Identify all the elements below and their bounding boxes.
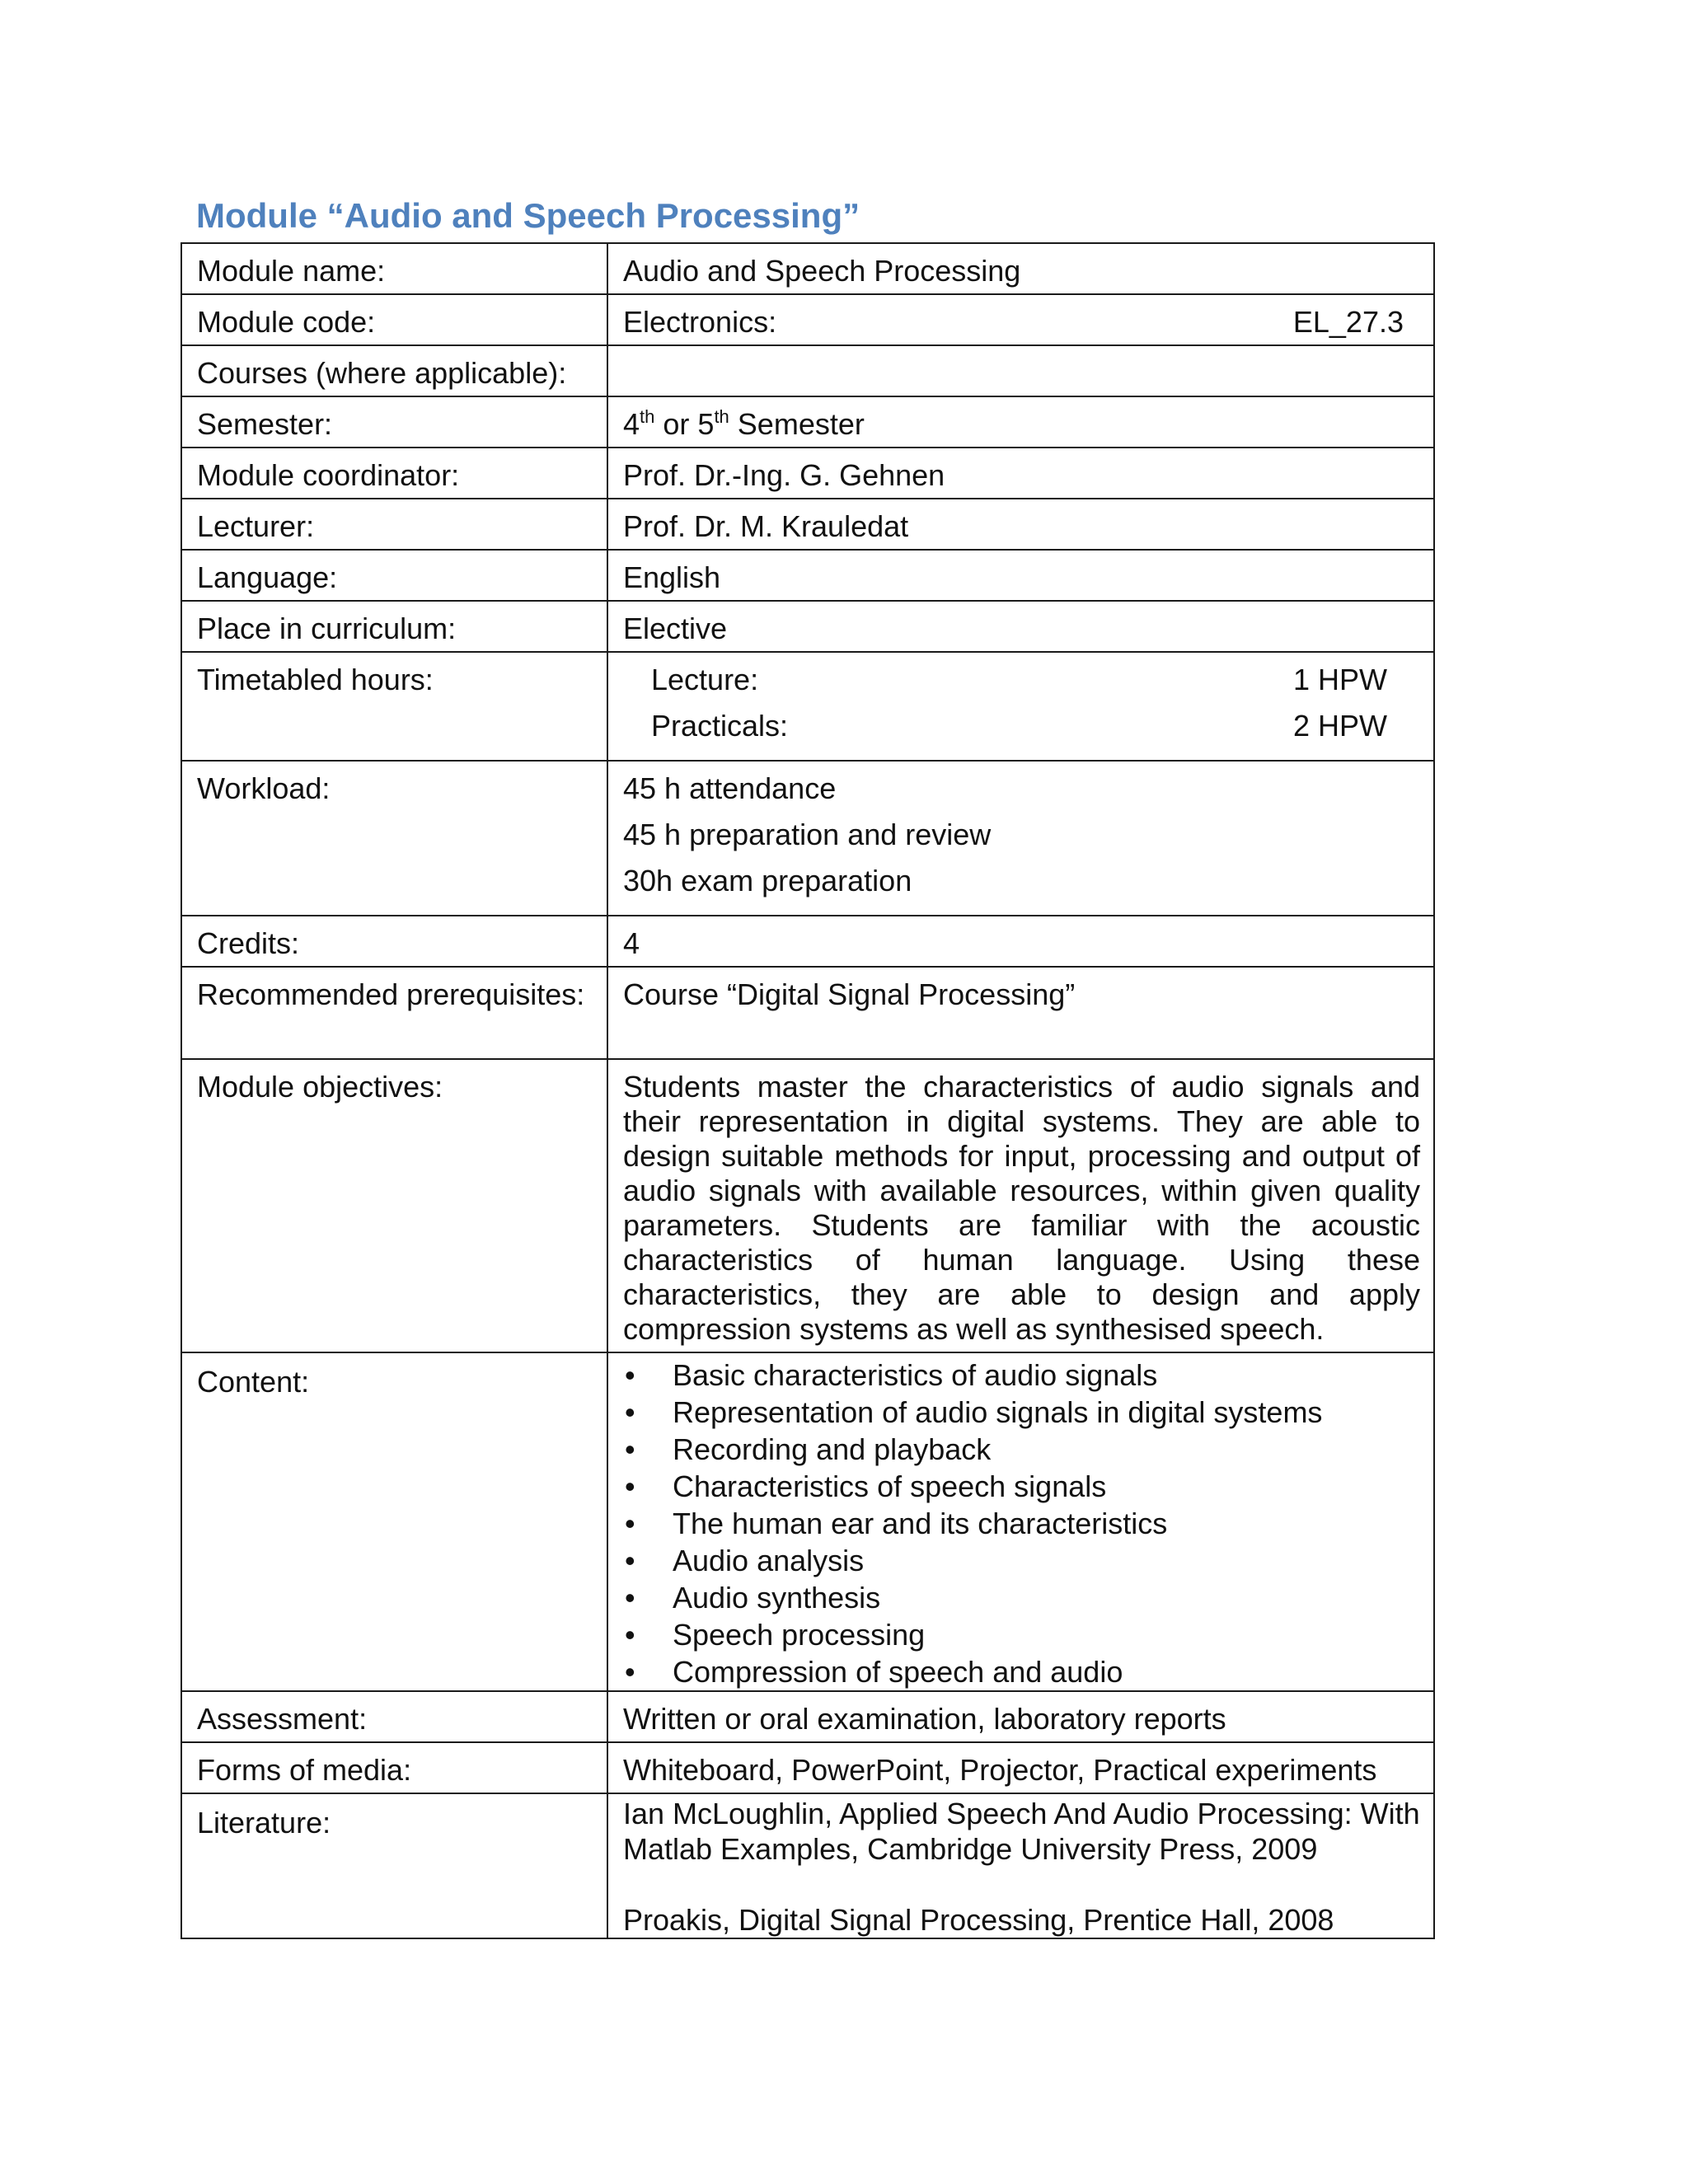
value-prerequisites: Course “Digital Signal Processing” [607,967,1434,1059]
label-assessment: Assessment: [181,1691,607,1742]
row-assessment [181,1691,1434,1742]
label-objectives: Module objectives: [181,1059,607,1352]
label-media: Forms of media: [181,1742,607,1793]
workload-item: 45 h preparation and review [623,818,992,851]
value-lecturer: Prof. Dr. M. Krauledat [607,499,1434,550]
row-hours [181,652,1434,761]
label-workload: Workload: [181,761,607,916]
row-module-code [181,294,1434,345]
content-list [623,1357,1420,1690]
list-item: • The human ear and its characteristics [673,1505,1420,1542]
label-hours: Timetabled hours: [181,652,607,761]
value-language: English [607,550,1434,601]
row-content [181,1352,1434,1691]
list-item: • Speech processing [673,1616,1420,1653]
page-title: Module “Audio and Speech Processing” [196,196,860,235]
row-workload [181,761,1434,916]
module-table [181,242,1435,1939]
label-coordinator: Module coordinator: [181,448,607,499]
hours-item-value: 1 HPW [1292,663,1387,696]
list-item: • Recording and playback [673,1431,1420,1468]
list-item: • Compression of speech and audio [673,1653,1420,1690]
label-module-code: Module code: [181,294,607,345]
list-item: • Audio synthesis [673,1579,1420,1616]
list-item: • Characteristics of speech signals [673,1468,1420,1505]
row-objectives [181,1059,1434,1352]
list-item: • Audio analysis [673,1542,1420,1579]
value-credits: 4 [607,916,1434,967]
value-module-code-program: Electronics: [623,305,777,339]
label-credits: Credits: [181,916,607,967]
row-prerequisites [181,967,1434,1059]
label-prerequisites: Recommended prerequisites: [181,967,607,1059]
row-language [181,550,1434,601]
row-courses [181,345,1434,396]
literature-item: Ian McLoughlin, Applied Speech And Audio Processing: With Matlab Examples, Cambridge University Press, 2009 [623,1797,1420,1866]
list-item: • Basic characteristics of audio signals [673,1357,1420,1394]
value-objectives: Students master the characteristics of audio signals and their representation in digital systems. They are able to design suitable methods for input, processing and output of audio signals with available resources, within given quality parameters. Students are familiar with the acoustic characteristics of human language. Using these characteristics, they are able to design and apply compression systems as well as synthesised speech. [607,1059,1434,1352]
label-lecturer: Lecturer: [181,499,607,550]
value-curriculum: Elective [607,601,1434,652]
value-courses [607,345,1434,396]
hours-item [651,663,1387,709]
list-item: • Representation of audio signals in digital systems [673,1394,1420,1431]
literature-item: Proakis, Digital Signal Processing, Prentice Hall, 2008 [623,1903,1334,1937]
value-coordinator: Prof. Dr.-Ing. G. Gehnen [607,448,1434,499]
value-media: Whiteboard, PowerPoint, Projector, Practical experiments [607,1742,1434,1793]
hours-item-value: 2 HPW [1292,709,1387,743]
row-media [181,1742,1434,1793]
value-semester: 4th or 5th Semester [607,396,1434,448]
row-curriculum [181,601,1434,652]
value-assessment: Written or oral examination, laboratory reports [607,1691,1434,1742]
row-module-name [181,243,1434,294]
label-curriculum: Place in curriculum: [181,601,607,652]
row-literature [181,1793,1434,1938]
hours-item [651,709,1387,755]
label-module-name: Module name: [181,243,607,294]
row-lecturer [181,499,1434,550]
workload-item: 45 h attendance [623,771,837,805]
row-semester [181,396,1434,448]
row-credits [181,916,1434,967]
hours-item-name: Lecture: [651,663,759,696]
workload-item: 30h exam preparation [623,864,912,898]
label-content: Content: [181,1352,607,1691]
label-literature: Literature: [181,1793,607,1938]
label-semester: Semester: [181,396,607,448]
hours-item-name: Practicals: [651,709,789,743]
value-module-code: EL_27.3 [1292,305,1404,339]
row-coordinator [181,448,1434,499]
value-module-name: Audio and Speech Processing [607,243,1434,294]
label-language: Language: [181,550,607,601]
label-courses: Courses (where applicable): [181,345,607,396]
